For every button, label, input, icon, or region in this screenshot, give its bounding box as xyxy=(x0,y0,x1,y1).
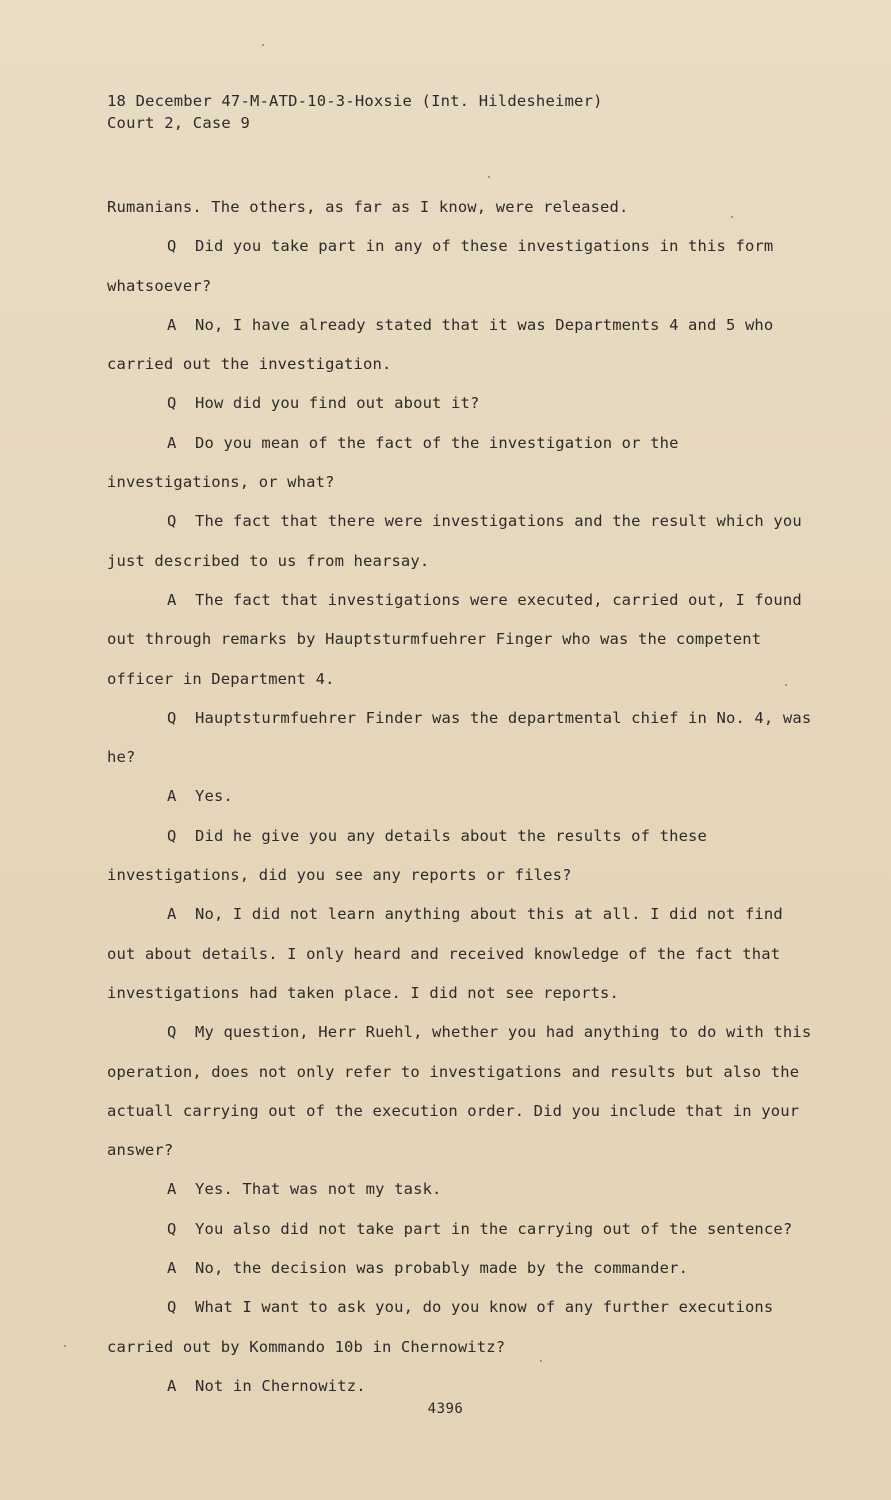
header-line-2: Court 2, Case 9 xyxy=(107,114,250,132)
paragraph-text: Yes. xyxy=(195,787,233,806)
paragraph-text: My question, Herr Ruehl, whether you had anything to do with this operation, does not only refer to investigations and results but also the actuall carrying out of the execution order. Did you include that in your answer? xyxy=(107,1023,812,1160)
paragraph-text: Rumanians. The others, as far as I know, were released. xyxy=(107,198,629,216)
paragraph-text: How did you find out about it? xyxy=(195,394,480,413)
speaker-tag: A xyxy=(167,1180,177,1199)
paragraph-text: Yes. That was not my task. xyxy=(195,1180,442,1199)
speaker-tag: A xyxy=(167,787,177,806)
transcript-paragraph xyxy=(107,1170,812,1209)
transcript-paragraph xyxy=(107,1210,812,1249)
transcript-paragraph xyxy=(107,817,812,896)
transcript-paragraph xyxy=(107,895,812,1013)
document-header xyxy=(107,90,603,134)
speaker-tag: Q xyxy=(167,826,177,845)
speaker-tag: A xyxy=(167,1259,177,1278)
transcript-paragraph xyxy=(107,581,812,699)
speaker-tag: Q xyxy=(167,1298,177,1317)
speaker-tag: Q xyxy=(167,394,177,413)
paragraph-text: Did he give you any details about the results of these investigations, did you see any reports or files? xyxy=(107,826,708,885)
transcript-paragraph xyxy=(107,1288,812,1367)
paragraph-text: You also did not take part in the carrying out of the sentence? xyxy=(195,1219,793,1238)
transcript-paragraph xyxy=(107,699,812,778)
transcript-paragraph xyxy=(107,1013,812,1170)
speaker-tag: A xyxy=(167,590,177,609)
speaker-tag: A xyxy=(167,1376,177,1395)
speaker-tag: A xyxy=(167,315,177,334)
paragraph-text: Hauptsturmfuehrer Finder was the departmental chief in No. 4, was he? xyxy=(107,708,812,767)
transcript-paragraph xyxy=(107,502,812,581)
paper-speck xyxy=(540,1360,542,1362)
transcript-paragraph xyxy=(107,1249,812,1288)
transcript-paragraph xyxy=(107,424,812,503)
speaker-tag: Q xyxy=(167,1023,177,1042)
paper-speck xyxy=(488,176,490,178)
speaker-tag: A xyxy=(167,433,177,452)
transcript-paragraph xyxy=(107,188,812,227)
transcript-paragraph xyxy=(107,306,812,385)
transcript-paragraph xyxy=(107,384,812,423)
paragraph-text: The fact that investigations were executed, carried out, I found out through remarks by Hauptsturmfuehrer Finger who was the competent officer in Department 4. xyxy=(107,590,802,688)
paragraph-text: Did you take part in any of these investigations in this form whatsoever? xyxy=(107,237,774,295)
speaker-tag: A xyxy=(167,905,177,924)
paragraph-text: No, the decision was probably made by the commander. xyxy=(195,1259,689,1278)
paper-speck xyxy=(64,1345,66,1347)
speaker-tag: Q xyxy=(167,708,177,727)
speaker-tag: Q xyxy=(167,237,177,256)
paragraph-text: Not in Chernowitz. xyxy=(195,1376,366,1395)
speaker-tag: Q xyxy=(167,1219,177,1238)
paragraph-text: The fact that there were investigations and the result which you just described to us from hearsay. xyxy=(107,512,802,570)
paper-speck xyxy=(262,44,264,46)
speaker-tag: Q xyxy=(167,512,177,531)
paragraph-text: No, I did not learn anything about this at all. I did not find out about details. I only heard and received knowledge of the fact that investigations had taken place. I did not see reports. xyxy=(107,905,783,1002)
paper-speck xyxy=(785,684,787,686)
paragraph-text: No, I have already stated that it was Departments 4 and 5 who carried out the investigation. xyxy=(107,315,774,374)
transcript-body xyxy=(107,188,812,1406)
transcript-paragraph xyxy=(107,227,812,306)
page-number: 4396 xyxy=(427,1401,464,1417)
transcript-paragraph xyxy=(107,777,812,816)
paragraph-text: What I want to ask you, do you know of any further executions carried out by Kommando 10b in Chernowitz? xyxy=(107,1298,774,1356)
paper-speck xyxy=(731,216,733,218)
header-line-1: 18 December 47-M-ATD-10-3-Hoxsie (Int. Hildesheimer) xyxy=(107,92,603,110)
paragraph-text: Do you mean of the fact of the investigation or the investigations, or what? xyxy=(107,433,679,492)
